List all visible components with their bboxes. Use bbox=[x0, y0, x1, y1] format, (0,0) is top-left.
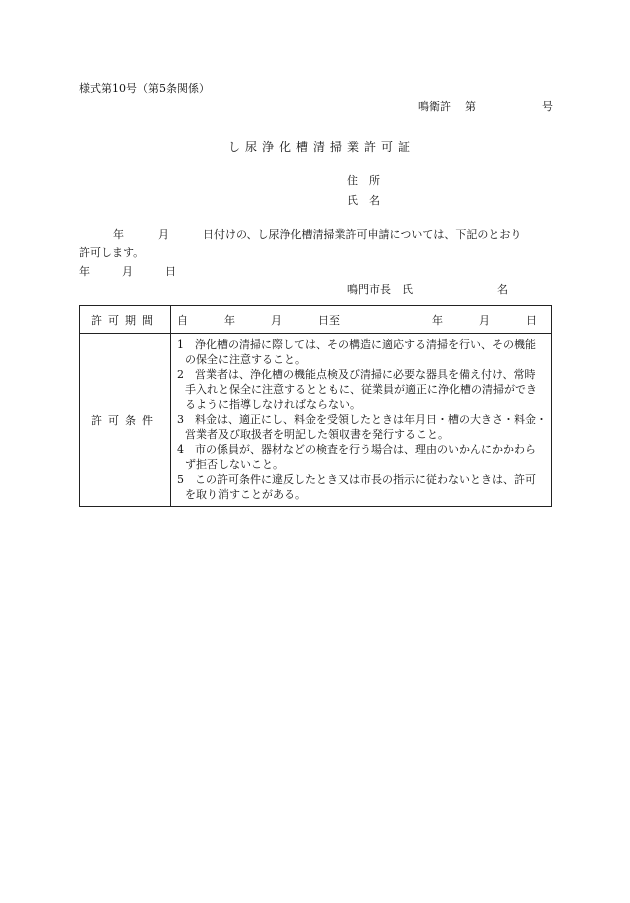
permit-table bbox=[79, 305, 552, 507]
condition-item bbox=[177, 412, 547, 442]
condition-item bbox=[177, 367, 547, 412]
issue-day: 日 bbox=[165, 265, 176, 278]
body-text: 日付けの、し尿浄化槽清掃業許可申請については、下記のとおり bbox=[203, 228, 522, 241]
ref-dai: 第 bbox=[465, 100, 476, 113]
condition-4-rest: ず拒否しないこと。 bbox=[185, 458, 284, 471]
condition-3-rest: 営業者及び取扱者を明記した領収書を発行すること。 bbox=[185, 428, 449, 441]
mayor-name-suffix: 名 bbox=[497, 283, 508, 296]
conditions-row bbox=[80, 334, 552, 507]
condition-item bbox=[177, 337, 547, 367]
document-title: し尿浄化槽清掃業許可証 bbox=[228, 140, 416, 154]
condition-5-first: 5 この許可条件に違反したとき又は市長の指示に従わないときは、許可 bbox=[177, 473, 536, 486]
body-line-2: 許可します。 bbox=[79, 246, 145, 259]
period-year-2: 年 bbox=[432, 313, 443, 327]
conditions-list bbox=[171, 334, 552, 507]
ref-prefix: 鳴衛許 bbox=[418, 100, 451, 113]
condition-2-rest: 手入れと保全に注意するとともに、従業員が適正に浄化槽の清掃ができるように指導しなければならない。 bbox=[185, 383, 537, 411]
ref-go: 号 bbox=[542, 100, 553, 113]
address-label: 住 所 bbox=[347, 174, 380, 187]
issue-date bbox=[79, 263, 176, 279]
mayor-title: 鳴門市長 氏 bbox=[347, 283, 413, 296]
issue-year: 年 bbox=[79, 265, 90, 278]
condition-4-first: 4 市の係員が、器材などの検査を行う場合は、理由のいかんにかかわら bbox=[177, 443, 536, 456]
condition-1-rest: の保全に注意すること。 bbox=[185, 353, 306, 366]
condition-3-first: 3 料金は、適正にし、料金を受領したときは年月日・槽の大きさ・料金・ bbox=[177, 413, 547, 426]
body-year: 年 bbox=[113, 228, 124, 241]
conditions-label: 許可条件 bbox=[80, 334, 171, 507]
period-row bbox=[80, 306, 552, 334]
mayor-line bbox=[347, 281, 508, 297]
condition-5-rest: を取り消すことがある。 bbox=[185, 488, 306, 501]
period-from: 自 bbox=[177, 313, 188, 327]
condition-2-first: 2 営業者は、浄化槽の機能点検及び清掃に必要な器具を備え付け、常時 bbox=[177, 368, 536, 381]
condition-item bbox=[177, 442, 547, 472]
period-month-2: 月 bbox=[479, 313, 490, 327]
period-day-2: 日 bbox=[526, 313, 537, 327]
period-year-1: 年 bbox=[224, 313, 235, 327]
period-value bbox=[171, 306, 552, 334]
body-line-1 bbox=[79, 226, 521, 242]
body-month: 月 bbox=[158, 228, 169, 241]
name-label: 氏 名 bbox=[347, 194, 380, 207]
issue-month: 月 bbox=[122, 265, 133, 278]
form-number: 様式第10号（第5条関係） bbox=[79, 82, 210, 95]
condition-item bbox=[177, 472, 547, 502]
reference-number bbox=[418, 98, 553, 114]
condition-1-first: 1 浄化槽の清掃に際しては、その構造に適応する清掃を行い、その機能 bbox=[177, 338, 536, 351]
period-month-1: 月 bbox=[271, 313, 282, 327]
period-label: 許可期間 bbox=[80, 306, 171, 334]
period-day-1: 日至 bbox=[318, 313, 340, 327]
